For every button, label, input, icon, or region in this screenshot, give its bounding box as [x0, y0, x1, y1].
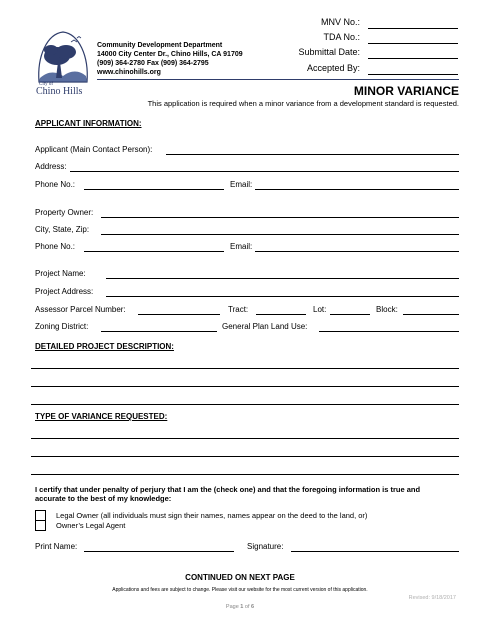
city-state-zip-label: City, State, Zip: [35, 225, 90, 234]
zoning-label: Zoning District: [35, 322, 89, 331]
footer-note: Applications and fees are subject to change. Please visit our website for the most current version of this application. [112, 587, 368, 593]
department-name: Community Development Department [97, 42, 223, 49]
page-of: of [243, 604, 252, 610]
legal-owner-label: Legal Owner (all individuals must sign their names, names appear on the deed to the land, or) [56, 511, 368, 520]
page-prefix: Page [225, 604, 241, 610]
lot-field[interactable] [330, 314, 370, 315]
tda-field[interactable] [368, 43, 458, 44]
tda-label: TDA No.: [323, 32, 360, 42]
signature-label: Signature: [247, 542, 284, 551]
description-heading: DETAILED PROJECT DESCRIPTION: [35, 342, 174, 351]
variance-line-3[interactable] [31, 474, 459, 475]
description-line-2[interactable] [31, 386, 459, 387]
variance-line-1[interactable] [31, 438, 459, 439]
mnv-field[interactable] [368, 28, 458, 29]
applicant-label: Applicant (Main Contact Person): [35, 145, 153, 154]
property-owner-label: Property Owner: [35, 208, 94, 217]
general-plan-label: General Plan Land Use: [222, 322, 308, 331]
project-address-label: Project Address: [35, 287, 94, 296]
variance-heading: TYPE OF VARIANCE REQUESTED: [35, 412, 168, 421]
city-logo [33, 26, 93, 100]
description-line-3[interactable] [31, 404, 459, 405]
department-address: 14000 City Center Dr., Chino Hills, CA 91709 [97, 51, 243, 58]
project-address-field[interactable] [106, 296, 459, 297]
page-number [0, 604, 480, 611]
project-name-field[interactable] [106, 278, 459, 279]
block-label: Block: [376, 305, 398, 314]
general-plan-field[interactable] [319, 331, 459, 332]
print-name-field[interactable] [84, 551, 234, 552]
legal-agent-label: Owner’s Legal Agent [56, 521, 126, 530]
project-name-label: Project Name: [35, 269, 86, 278]
lot-label: Lot: [313, 305, 327, 314]
phone-label: Phone No.: [35, 180, 76, 189]
certify-statement-line2: accurate to the best of my knowledge: [35, 494, 172, 503]
zoning-field[interactable] [101, 331, 217, 332]
email2-field[interactable] [255, 251, 459, 252]
print-name-label: Print Name: [35, 542, 78, 551]
department-website: www.chinohills.org [97, 69, 161, 76]
page-subtitle: This application is required when a minor variance from a development standard is requested. [147, 99, 459, 108]
submittal-date-label: Submittal Date: [298, 47, 360, 57]
phone2-label: Phone No.: [35, 242, 76, 251]
certify-statement-line1: I certify that under penalty of perjury that I am the (check one) and that the foregoing information is true and [35, 485, 421, 494]
legal-agent-checkbox[interactable] [35, 520, 46, 531]
applicant-heading: APPLICANT INFORMATION: [35, 119, 142, 128]
page-title: MINOR VARIANCE [353, 84, 459, 98]
accepted-by-field[interactable] [368, 74, 458, 75]
tract-label: Tract: [228, 305, 249, 314]
address-label: Address: [35, 162, 67, 171]
revised-date: Revised: 9/18/2017 [408, 595, 456, 601]
logo-text-large: Chino Hills [36, 86, 83, 97]
phone2-field[interactable] [84, 251, 224, 252]
continued-notice: CONTINUED ON NEXT PAGE [185, 573, 295, 582]
block-field[interactable] [403, 314, 459, 315]
email-label: Email: [230, 180, 253, 189]
department-phone: (909) 364-2780 Fax (909) 364-2795 [97, 60, 209, 67]
logo-text-small: City of [39, 82, 54, 87]
applicant-field[interactable] [166, 154, 459, 155]
header-rule [97, 79, 459, 80]
description-line-1[interactable] [31, 368, 459, 369]
email2-label: Email: [230, 242, 253, 251]
apn-field[interactable] [138, 314, 220, 315]
page-total: 6 [251, 604, 255, 610]
apn-label: Assessor Parcel Number: [35, 305, 126, 314]
signature-field[interactable] [291, 551, 459, 552]
property-owner-field[interactable] [101, 217, 459, 218]
city-state-zip-field[interactable] [101, 234, 459, 235]
mnv-label: MNV No.: [320, 17, 360, 27]
submittal-date-field[interactable] [368, 58, 458, 59]
accepted-by-label: Accepted By: [306, 63, 360, 73]
tract-field[interactable] [256, 314, 306, 315]
page-current: 1 [240, 604, 244, 610]
phone-field[interactable] [84, 189, 224, 190]
variance-line-2[interactable] [31, 456, 459, 457]
address-field[interactable] [70, 171, 459, 172]
email-field[interactable] [255, 189, 459, 190]
